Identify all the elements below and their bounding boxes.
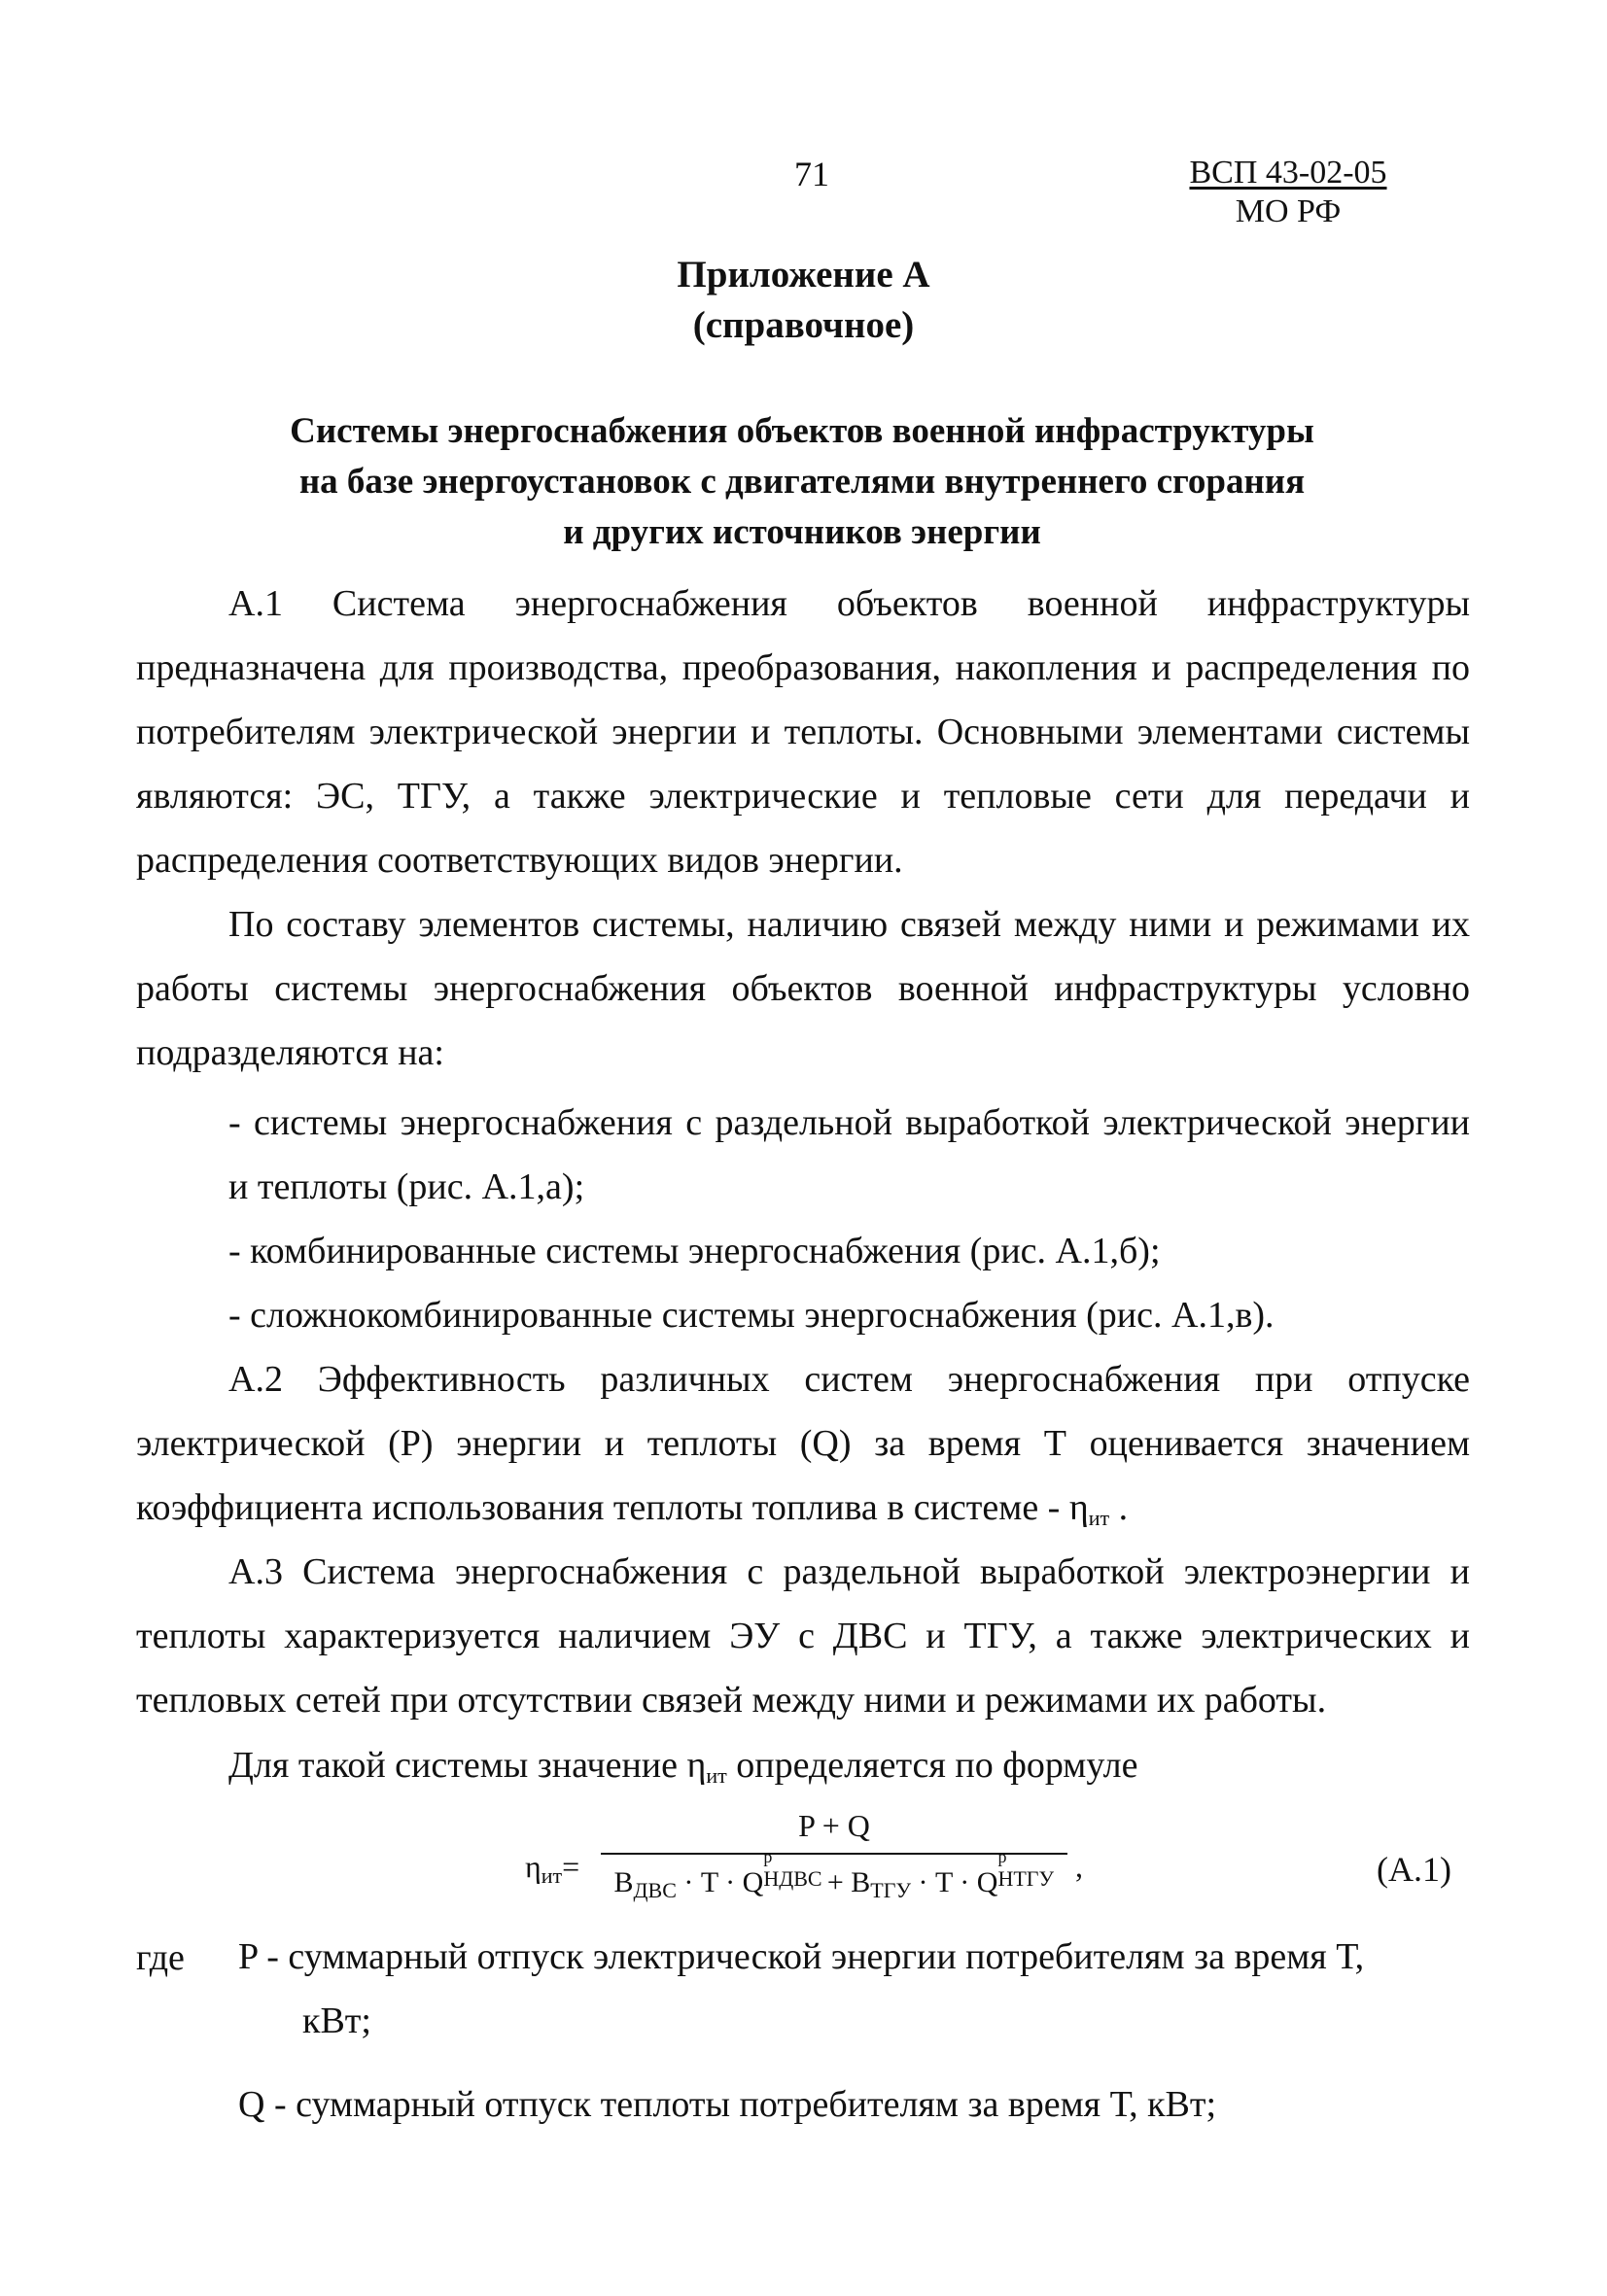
formula-intro-pre: Для такой системы значение <box>228 1745 687 1786</box>
where-item-q: Q - суммарный отпуск теплоты потребителям за время Т, кВт; <box>238 2084 1217 2125</box>
appendix-title: Приложение А <box>677 254 930 296</box>
formula-a1 <box>525 1808 1478 1925</box>
paragraph-a1: А.1 Система энергоснабжения объектов военной инфраструктуры предназначена для производства, преобразования, накопления и распределения по потребителям электрической энергии и теплоты. Основными элементами системы являются: ЭС, ТГУ, а также электрические и тепловые сети для передачи и распределения соответствующих видов энергии. <box>136 583 1470 881</box>
formula-intro <box>136 1733 1470 1808</box>
where-label: где <box>136 1937 185 1978</box>
paragraph-composition: По составу элементов системы, наличию связей между ними и режимами их работы системы энергоснабжения объектов военной инфраструктуры условно подразделяются на: <box>136 904 1470 1073</box>
section-heading <box>136 406 1468 558</box>
section-heading-line-3: и других источников энергии <box>563 512 1041 552</box>
eta-subscript: ит <box>541 1863 563 1888</box>
equals-sign: = <box>562 1849 580 1884</box>
doc-code-org: МО РФ <box>1235 193 1342 229</box>
eta-symbol: η <box>525 1849 541 1884</box>
formula-fraction <box>601 1808 1067 1903</box>
document-code <box>1181 154 1395 231</box>
eta-symbol: η <box>686 1745 707 1786</box>
den-b1-sub: ДВС <box>633 1878 677 1902</box>
doc-code-number: ВСП 43-02-05 <box>1189 155 1387 191</box>
den-b1: B <box>613 1866 634 1898</box>
section-heading-line-1: Системы энергоснабжения объектов военной инфраструктуры <box>290 411 1314 451</box>
eta-symbol: η <box>1068 1487 1089 1528</box>
paragraph-a2-end: . <box>1109 1487 1129 1528</box>
den-q2-sub: НТГУ <box>997 1866 1055 1891</box>
paragraph-a2-text: А.2 Эффективность различных систем энергоснабжения при отпуске электрической (Р) энергии и теплоты (Q) за время Т оценивается значением коэффициента использования теплоты топлива в системе - <box>136 1359 1470 1528</box>
where-p-line-2: кВт; <box>302 2000 371 2041</box>
den-q1-scripts <box>763 1847 822 1892</box>
den-q2-sup: р <box>997 1847 1007 1866</box>
where-p-line-1: P - суммарный отпуск электрической энергии потребителям за время Т, <box>238 1936 1365 1977</box>
den-q2-scripts <box>997 1847 1055 1892</box>
list-item-complex: - сложнокомбинированные системы энергоснабжения (рис. А.1,в). <box>228 1295 1275 1336</box>
where-item-p <box>238 1925 1470 2053</box>
appendix-subtitle: (справочное) <box>692 304 915 346</box>
eta-subscript: ит <box>706 1763 727 1788</box>
den-plus-b2: + B <box>820 1866 871 1898</box>
formula-comma: , <box>1075 1849 1083 1884</box>
list-item-separate: - системы энергоснабжения с раздельной выработкой электрической энергии и теплоты (рис. А.1,а); <box>228 1102 1470 1207</box>
section-heading-line-2: на базе энергоустановок с двигателями внутреннего сгорания <box>298 462 1306 502</box>
den-q1-sup: р <box>763 1847 773 1866</box>
den-b2-sub: ТГУ <box>870 1878 912 1902</box>
formula-intro-post: определяется по формуле <box>726 1745 1138 1786</box>
formula-lhs <box>525 1849 579 1889</box>
equation-number: (А.1) <box>1377 1850 1451 1889</box>
page-number: 71 <box>794 155 829 193</box>
paragraph-a2 <box>136 1347 1470 1550</box>
formula-denominator <box>601 1847 1067 1903</box>
formula-numerator: P + Q <box>798 1808 870 1843</box>
eta-subscript: ит <box>1088 1506 1110 1530</box>
paragraph-a3: А.3 Система энергоснабжения с раздельной выработкой электроэнергии и теплоты характеризуется наличием ЭУ с ДВС и ТГУ, а также электрических и тепловых сетей при отсутствии связей между ними и режимами их работы. <box>136 1551 1470 1721</box>
list-item-combined: - комбинированные системы энергоснабжения (рис. А.1,б); <box>228 1231 1161 1271</box>
den-mid2: · T · Q <box>911 1866 998 1898</box>
den-q1-sub: НДВС <box>763 1866 822 1891</box>
den-mid1: · T · Q <box>676 1866 764 1898</box>
